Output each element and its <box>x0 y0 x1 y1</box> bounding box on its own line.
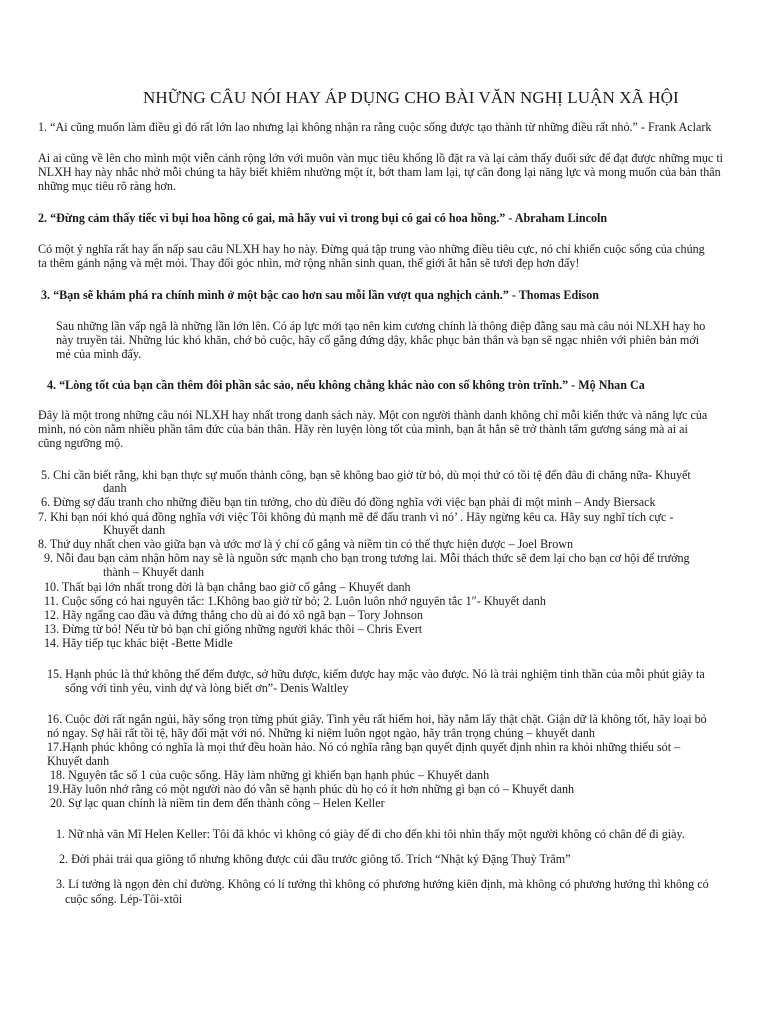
list-item: 3. Lí tưởng là ngọn đèn chỉ đường. Không có lí tưởng thì không có phương hướng kiên định, mà không có phương hướng thì không có <box>56 877 709 891</box>
explanation-2-line-1: Có một ý nghĩa rất hay ẩn nấp sau câu NLXH hay ho này. Đừng quá tập trung vào những điều tiêu cực, nó chỉ khiến cuộc sống của chúng <box>38 242 705 256</box>
list-item: nó ngay. Sợ hãi rất tồi tệ, hãy đối mặt với nó. Những kỉ niệm luôn ngọt ngào, hãy trân trọng chúng – khuyết danh <box>47 726 595 740</box>
list-item: 7. Khi bạn nói khó quá đồng nghĩa với việc Tôi không đủ mạnh mẽ để đấu tranh vì nó’ . Hãy ngừng kêu ca. Hãy suy nghĩ tích cực - <box>38 510 674 524</box>
quote-2: 2. “Đừng cảm thấy tiếc vì bụi hoa hồng có gai, mà hãy vui vì trong bụi có gai có hoa hồng.” - Abraham Lincoln <box>38 211 608 225</box>
explanation-3-line-1: Sau những lần vấp ngã là những lần lớn lên. Có áp lực mới tạo nên kim cương chính là thông điệp đằng sau mà câu nói NLXH hay ho <box>56 319 706 333</box>
quote-3: 3. “Bạn sẽ khám phá ra chính mình ở một bậc cao hơn sau mỗi lần vượt qua nghịch cảnh.” - Thomas Edison <box>41 288 600 302</box>
explanation-4-line-3: cũng ngưỡng mộ. <box>38 436 124 450</box>
document-title: NHỮNG CÂU NÓI HAY ÁP DỤNG CHO BÀI VĂN NGHỊ LUẬN XÃ HỘI <box>143 88 679 107</box>
list-item: 11. Cuộc sống có hai nguyên tắc: 1.Không bao giờ từ bỏ; 2. Luôn luôn nhớ nguyên tắc 1″- Khuyết danh <box>44 594 546 608</box>
list-item: 14. Hãy tiếp tục khác biệt -Bette Midle <box>44 636 233 650</box>
list-item: 9. Nỗi đau bạn cảm nhận hôm nay sẽ là nguồn sức mạnh cho bạn trong tương lai. Mỗi thách thức sẽ đem lại cho bạn cơ hội để trưởng <box>44 551 690 565</box>
explanation-4-line-1: Đây là một trong những câu nói NLXH hay nhất trong danh sách này. Một con người thành danh không chỉ mỗi kiến thức và năng lực của <box>38 408 708 422</box>
list-item: 15. Hạnh phúc là thứ không thể đếm được, sở hữu được, kiếm được hay mặc vào được. Nó là trải nghiệm tinh thần của mỗi phút giây ta <box>47 667 705 681</box>
explanation-4-line-2: mình, nó còn nằm nhiều phần tâm đức của bản thân. Hãy rèn luyện lòng tốt của mình, bạn ắt hẳn sẽ trở thành tấm gương sáng mà ai ai <box>38 422 688 436</box>
list-item: Khuyết danh <box>103 523 166 537</box>
list-item: 8. Thứ duy nhất chen vào giữa bạn và ước mơ là ý chí cố gắng và niềm tin có thể thực hiện được – Joel Brown <box>38 537 574 551</box>
list-item: 13. Đừng từ bỏ! Nếu từ bỏ bạn chỉ giống những người khác thôi – Chris Evert <box>44 622 423 636</box>
list-item: Khuyết danh <box>47 754 110 768</box>
explanation-3-line-2: này truyền tải. Những lúc khó khăn, chớ bỏ cuộc, hãy cố gắng đứng dậy, khắc phục bản thân và bạn sẽ ngạc nhiên với phiên bản mới <box>56 333 700 347</box>
explanation-3-line-3: mẻ của mình đấy. <box>56 347 142 361</box>
list-item: cuộc sống. Lép-Tôi-xtôi <box>65 892 183 906</box>
list-item: thành – Khuyết danh <box>103 565 205 579</box>
list-item: 1. Nữ nhà văn Mĩ Helen Keller: Tôi đã khóc vì không có giày để đi cho đến khi tôi nhìn thấy một người không có chân để đi giày. <box>56 827 685 841</box>
explanation-2-line-2: ta thêm gánh nặng và mệt mỏi. Thay đổi góc nhìn, mở rộng nhân sinh quan, thế giới ắt hẳn sẽ tươi đẹp hơn đấy! <box>38 256 580 270</box>
list-item: 5. Chỉ cần biết rằng, khi bạn thực sự muốn thành công, bạn sẽ không bao giờ từ bỏ, dù mọi thứ có tồi tệ đến đâu đi chăng nữa- Khuyết <box>41 468 691 482</box>
list-item: 2. Đời phải trải qua giông tố nhưng không được cúi đầu trước giông tố. Trích “Nhật ký Đặng Thuỳ Trâm” <box>59 852 571 866</box>
quote-1: 1. “Ai cũng muốn làm điều gì đó rất lớn lao nhưng lại không nhận ra rằng cuộc sống được tạo thành từ những điều rất nhỏ.” - Frank Aclark <box>38 120 712 134</box>
list-item: 16. Cuộc đời rất ngắn ngủi, hãy sống trọn từng phút giây. Tình yêu rất hiếm hoi, hãy nắm lấy thật chặt. Giận dữ là không tốt, hãy loại bỏ <box>47 712 707 726</box>
list-item: sống với tình yêu, vinh dự và lòng biết ơn”- Denis Waltley <box>65 681 349 695</box>
list-item: 12. Hãy ngẩng cao đầu và đứng thẳng cho dù ai đó xô ngã bạn – Tory Johnson <box>44 608 423 622</box>
explanation-1-line-1: Ai ai cũng về lên cho mình một viễn cảnh rộng lớn với muôn vàn mục tiêu khổng lồ đặt ra và lại cảm thấy đuối sức để đạt được những mục ti <box>38 151 724 165</box>
list-item: 19.Hãy luôn nhớ rằng có một người nào đó vẫn sẽ hạnh phúc dù họ có ít hơn những gì bạn có – Khuyết danh <box>47 782 575 796</box>
explanation-1-line-2: NLXH hay này nhắc nhở mỗi chúng ta hãy biết khiêm nhường một ít, bớt tham lam lại, tự cân đong lại năng lực và mong muốn của bản thân <box>38 165 721 179</box>
list-item: 20. Sự lạc quan chính là niềm tin đem đến thành công – Helen Keller <box>50 796 385 810</box>
explanation-1-line-3: những mục tiêu rõ ràng hơn. <box>38 179 176 193</box>
list-item: 6. Đừng sợ đấu tranh cho những điều bạn tin tưởng, cho dù điều đó đồng nghĩa với việc bạn phải đi một mình – Andy Biersack <box>41 495 656 509</box>
quote-4: 4. “Lòng tốt của bạn cần thêm đôi phần sắc sảo, nếu không chẳng khác nào con số không tròn trĩnh.” - Mộ Nhan Ca <box>47 378 645 392</box>
list-item: 10. Thất bại lớn nhất trong đời là bạn chẳng bao giờ cố gắng – Khuyết danh <box>44 580 411 594</box>
list-item: 17.Hạnh phúc không có nghĩa là mọi thứ đều hoàn hảo. Nó có nghĩa rằng bạn quyết định quyết định nhìn ra khỏi những thiếu sót – <box>47 740 681 754</box>
list-item: 18. Nguyên tắc số 1 của cuộc sống. Hãy làm những gì khiến bạn hạnh phúc – Khuyết danh <box>50 768 490 782</box>
list-item: danh <box>103 481 127 495</box>
